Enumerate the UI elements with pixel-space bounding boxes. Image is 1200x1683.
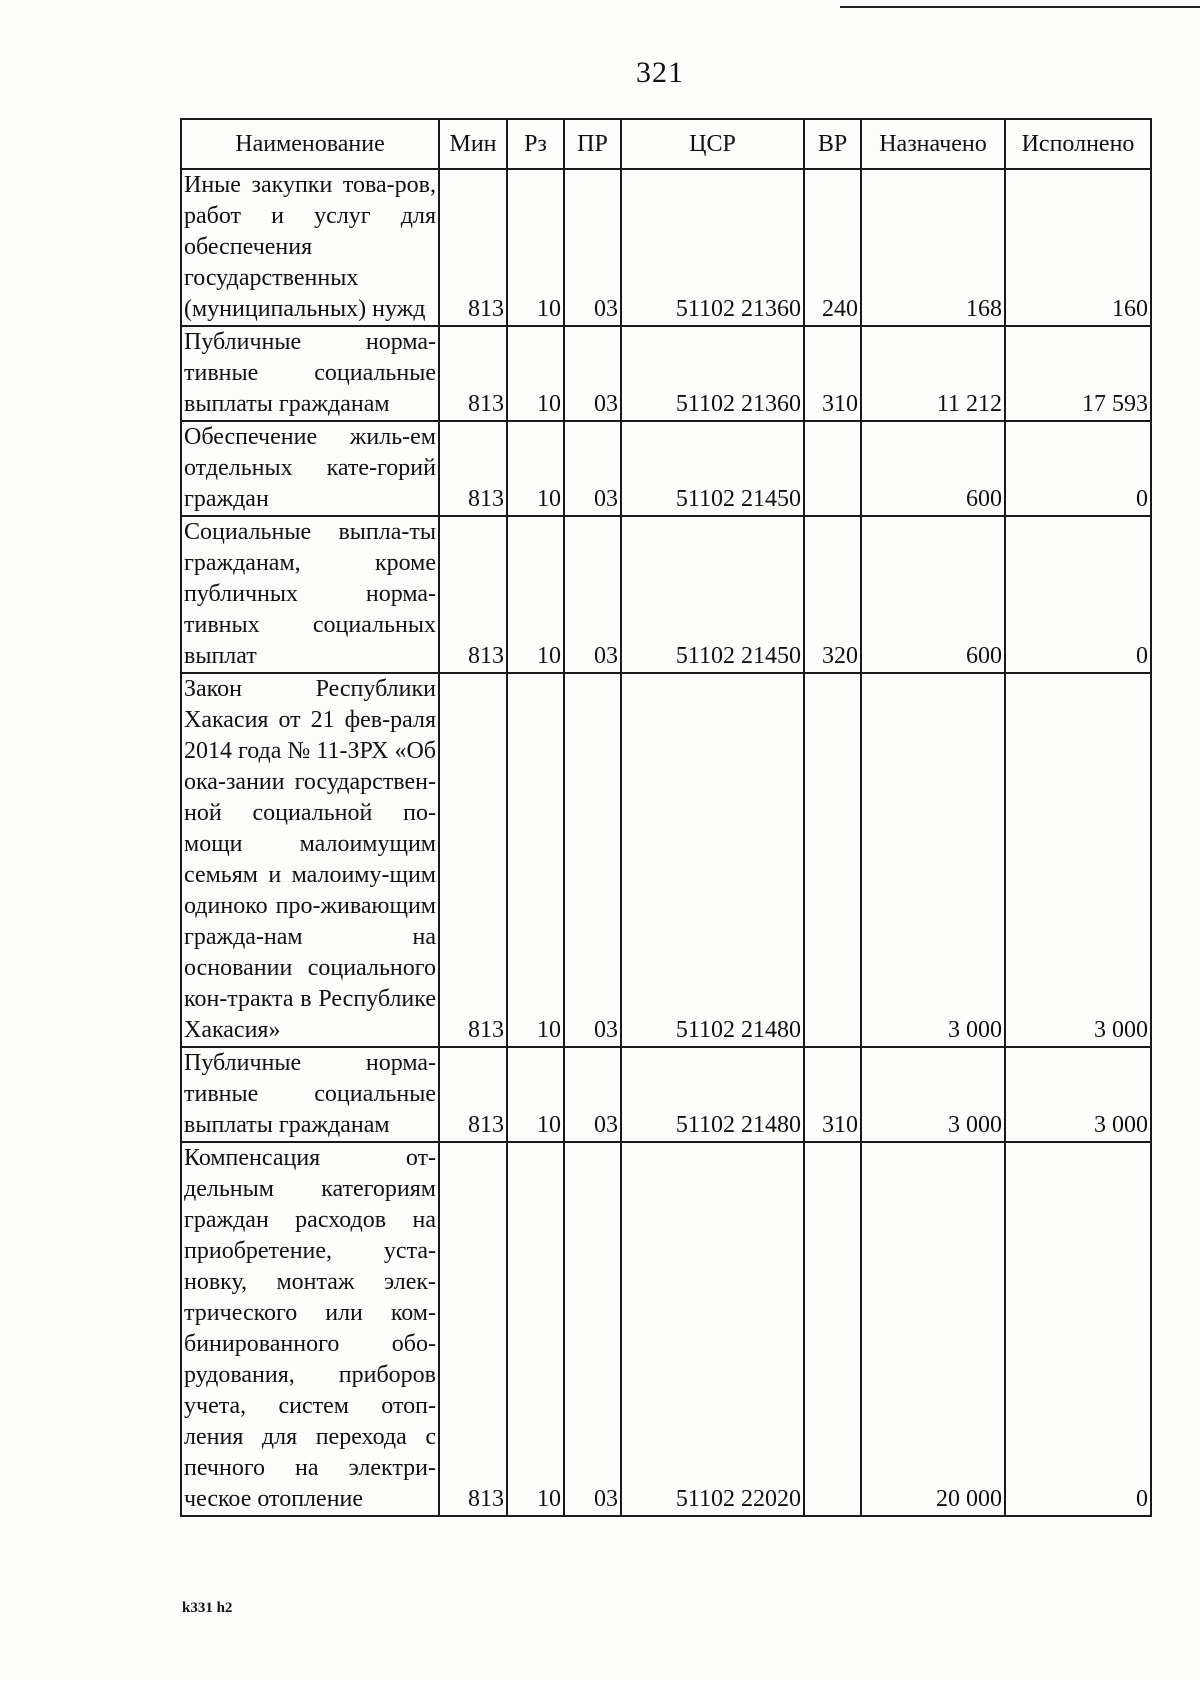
row-min: 813 xyxy=(439,326,507,421)
row-min: 813 xyxy=(439,421,507,516)
row-rz: 10 xyxy=(507,1047,564,1142)
row-executed: 0 xyxy=(1005,1142,1151,1516)
row-min: 813 xyxy=(439,516,507,673)
row-rz: 10 xyxy=(507,169,564,326)
top-rule xyxy=(840,6,1200,8)
row-rz: 10 xyxy=(507,421,564,516)
row-pr: 03 xyxy=(564,1142,621,1516)
row-rz: 10 xyxy=(507,516,564,673)
table-header-row xyxy=(181,119,1151,169)
row-rz: 10 xyxy=(507,1142,564,1516)
table-row xyxy=(181,421,1151,516)
row-name: Социальные выпла-ты гражданам, кроме публичных норма-тивных социальных выплат xyxy=(181,516,439,673)
row-csr: 51102 22020 xyxy=(621,1142,804,1516)
table-row xyxy=(181,169,1151,326)
row-min: 813 xyxy=(439,1047,507,1142)
table-row xyxy=(181,516,1151,673)
row-name: Публичные норма-тивные социальные выплаты гражданам xyxy=(181,1047,439,1142)
row-name: Обеспечение жиль-ем отдельных кате-горий граждан xyxy=(181,421,439,516)
row-pr: 03 xyxy=(564,1047,621,1142)
row-assigned: 600 xyxy=(861,516,1005,673)
table-row xyxy=(181,1142,1151,1516)
row-assigned: 600 xyxy=(861,421,1005,516)
header-executed: Исполнено xyxy=(1005,119,1151,169)
row-assigned: 168 xyxy=(861,169,1005,326)
row-vr: 240 xyxy=(804,169,861,326)
row-rz: 10 xyxy=(507,326,564,421)
table-row xyxy=(181,1047,1151,1142)
row-name: Иные закупки това-ров, работ и услуг для обеспечения государственных (муниципальных) нужд xyxy=(181,169,439,326)
row-assigned: 20 000 xyxy=(861,1142,1005,1516)
row-min: 813 xyxy=(439,169,507,326)
row-rz: 10 xyxy=(507,673,564,1047)
row-pr: 03 xyxy=(564,326,621,421)
row-assigned: 3 000 xyxy=(861,1047,1005,1142)
row-csr: 51102 21360 xyxy=(621,169,804,326)
row-vr: 310 xyxy=(804,326,861,421)
row-name: Публичные норма-тивные социальные выплаты гражданам xyxy=(181,326,439,421)
row-vr xyxy=(804,1142,861,1516)
row-pr: 03 xyxy=(564,673,621,1047)
header-csr: ЦСР xyxy=(621,119,804,169)
row-assigned: 11 212 xyxy=(861,326,1005,421)
row-vr xyxy=(804,673,861,1047)
row-executed: 0 xyxy=(1005,516,1151,673)
header-min: Мин xyxy=(439,119,507,169)
row-pr: 03 xyxy=(564,421,621,516)
row-executed: 160 xyxy=(1005,169,1151,326)
page-number: 321 xyxy=(636,56,684,89)
header-vr: ВР xyxy=(804,119,861,169)
row-executed: 0 xyxy=(1005,421,1151,516)
row-executed: 3 000 xyxy=(1005,1047,1151,1142)
row-pr: 03 xyxy=(564,169,621,326)
row-csr: 51102 21480 xyxy=(621,1047,804,1142)
row-csr: 51102 21450 xyxy=(621,516,804,673)
row-vr: 320 xyxy=(804,516,861,673)
row-executed: 17 593 xyxy=(1005,326,1151,421)
row-vr: 310 xyxy=(804,1047,861,1142)
row-csr: 51102 21450 xyxy=(621,421,804,516)
row-min: 813 xyxy=(439,1142,507,1516)
table-row xyxy=(181,326,1151,421)
row-assigned: 3 000 xyxy=(861,673,1005,1047)
row-vr xyxy=(804,421,861,516)
table-row xyxy=(181,673,1151,1047)
row-name: Закон Республики Хакасия от 21 фев-раля 2014 года № 11-ЗРХ «Об ока-зании государствен-ной социальной по-мощи малоимущим семьям и малоиму-щим одиноко про-живающим гражда-нам на основании социального кон-тракта в Республике Хакасия» xyxy=(181,673,439,1047)
header-pr: ПР xyxy=(564,119,621,169)
row-min: 813 xyxy=(439,673,507,1047)
budget-table xyxy=(180,118,1152,1517)
footer-code: k331 h2 xyxy=(182,1600,233,1616)
row-name: Компенсация от-дельным категориям граждан расходов на приобретение, уста-новку, монтаж элек-трического или ком-бинированного обо-рудования, приборов учета, систем отоп-ления для перехода с печного на электри-ческое отопление xyxy=(181,1142,439,1516)
row-csr: 51102 21360 xyxy=(621,326,804,421)
header-rz: Рз xyxy=(507,119,564,169)
row-pr: 03 xyxy=(564,516,621,673)
row-csr: 51102 21480 xyxy=(621,673,804,1047)
header-name: Наименование xyxy=(181,119,439,169)
row-executed: 3 000 xyxy=(1005,673,1151,1047)
header-assigned: Назначено xyxy=(861,119,1005,169)
